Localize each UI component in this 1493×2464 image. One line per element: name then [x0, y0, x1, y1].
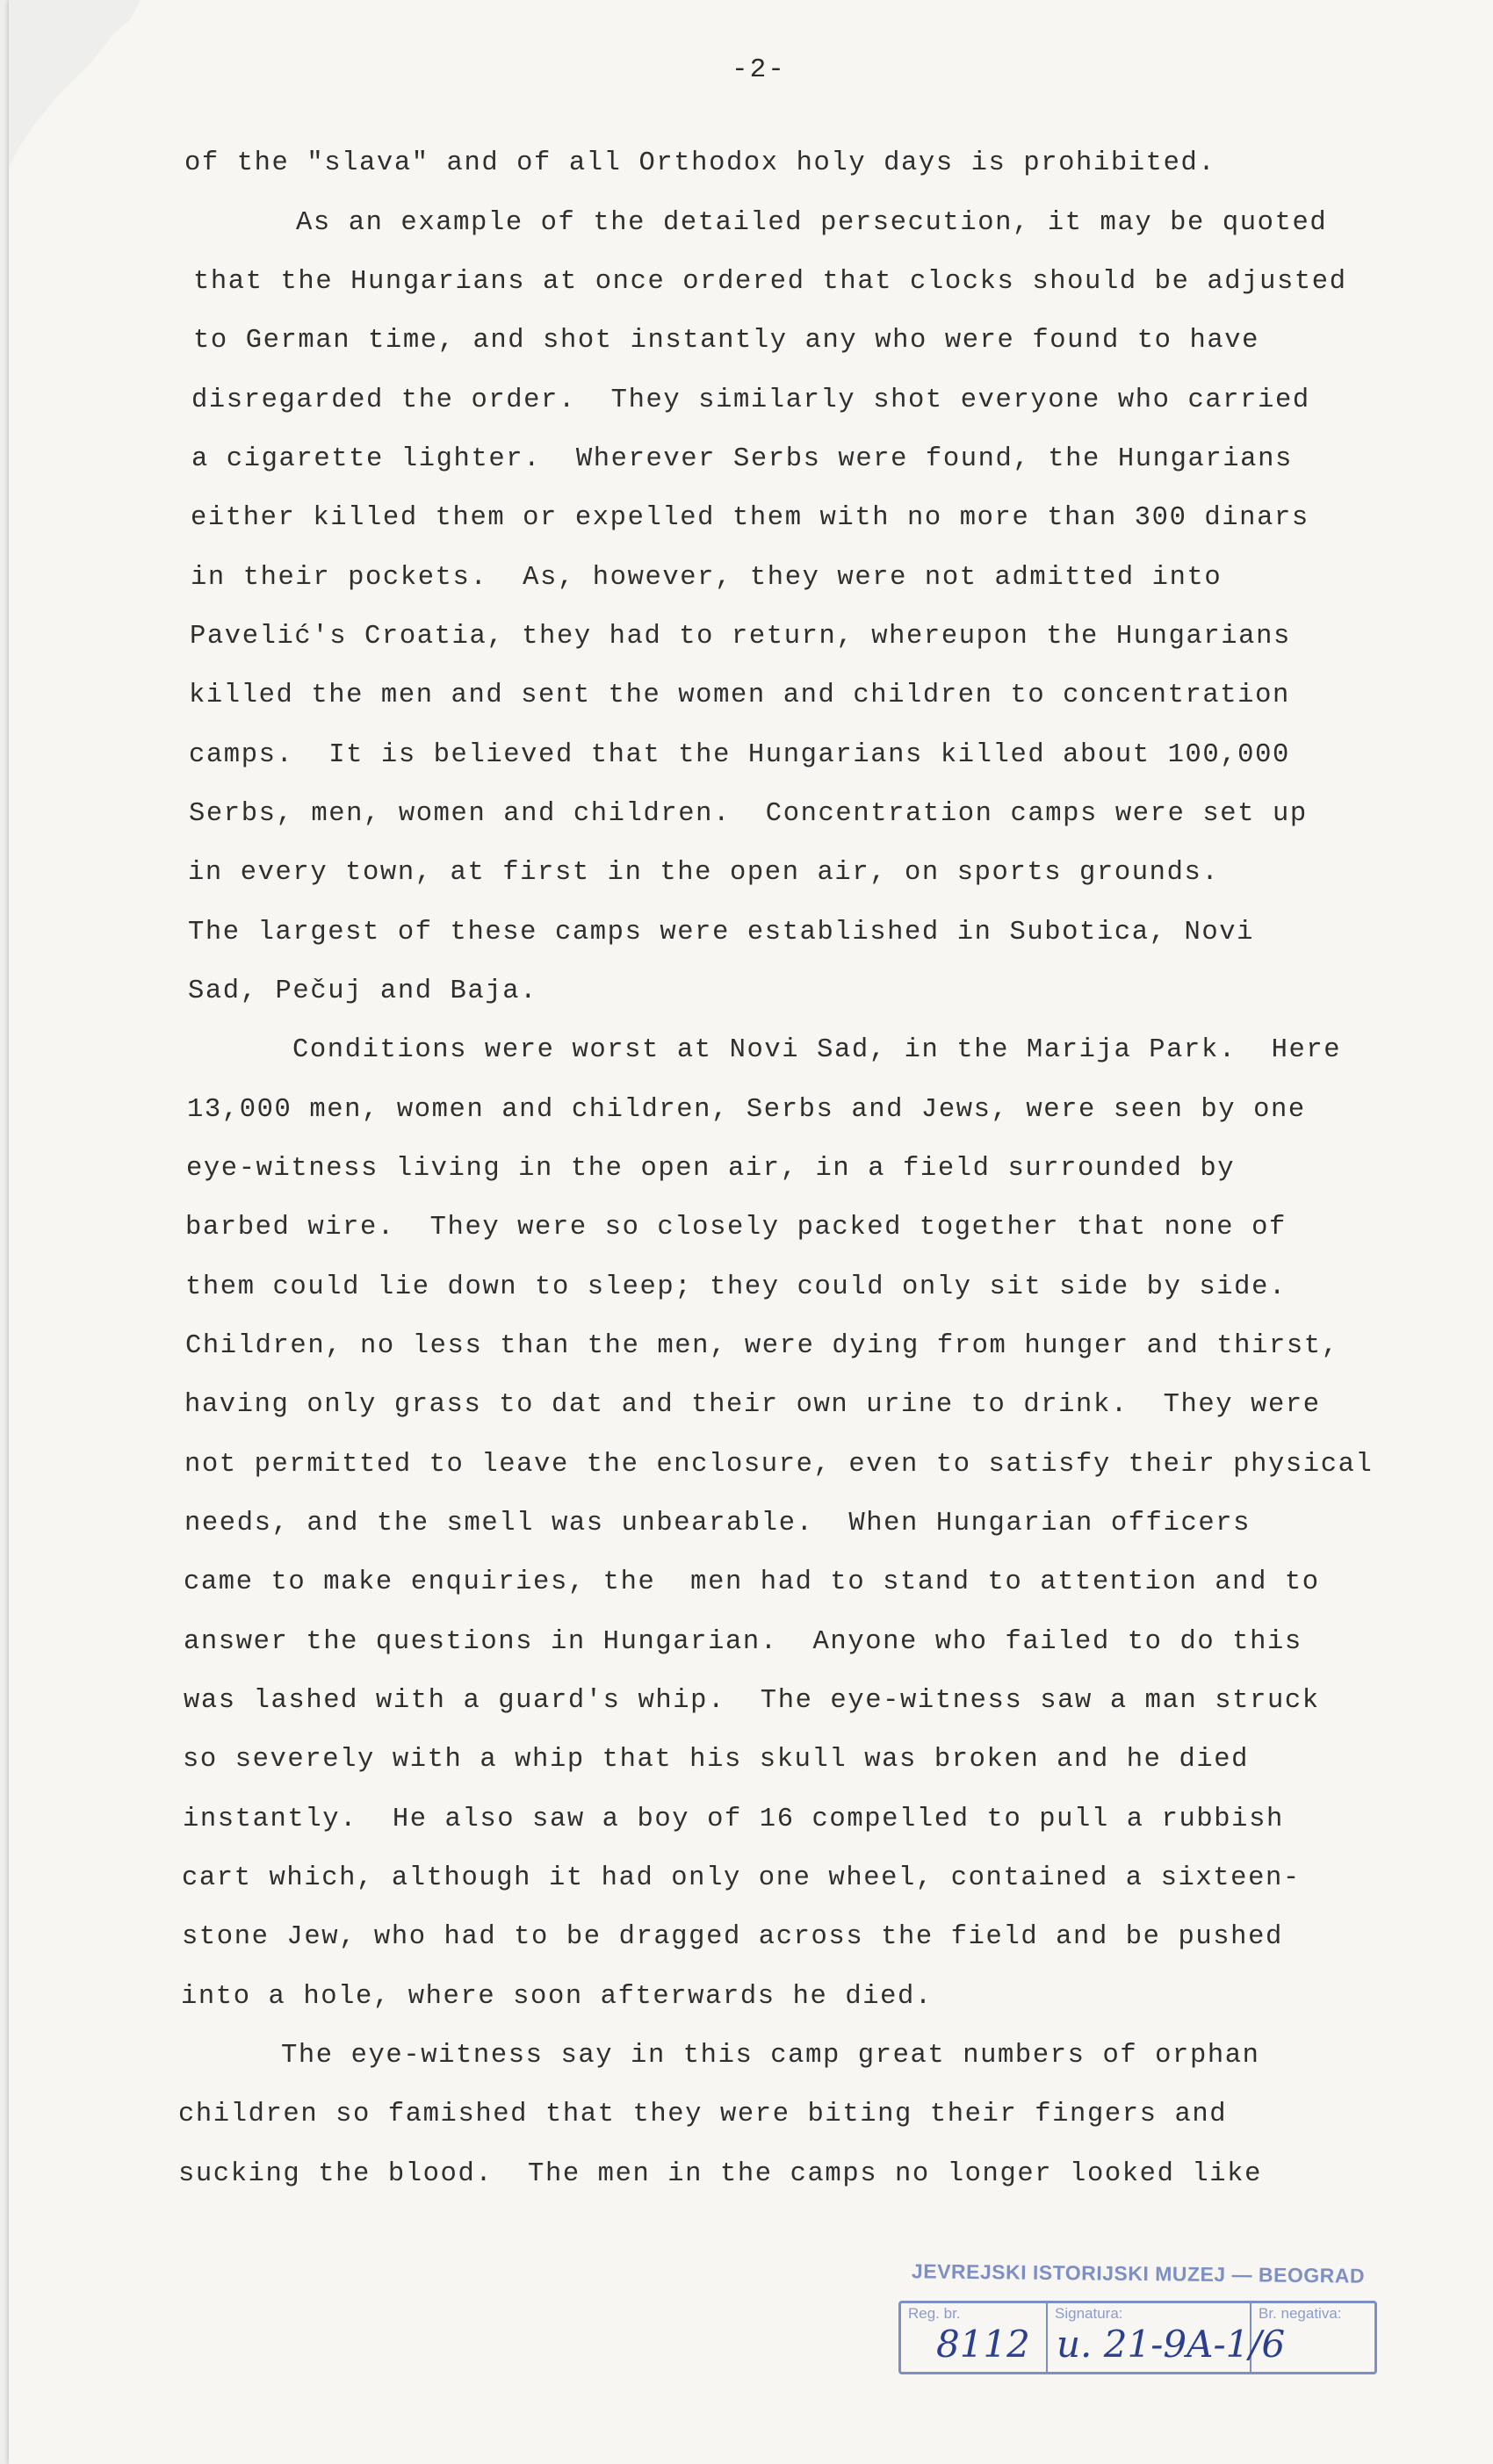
- text-line: The largest of these camps were established in Subotica, Novi: [188, 918, 1255, 947]
- text-line: so severely with a whip that his skull was broken and he died: [183, 1745, 1250, 1775]
- text-line: Serbs, men, women and children. Concentration camps were set up: [189, 799, 1308, 829]
- stamp-field-label: Br. negativa:: [1259, 2305, 1342, 2322]
- text-line: having only grass to dat and their own urine to drink. They were: [184, 1390, 1321, 1420]
- text-line: to German time, and shot instantly any who were found to have: [193, 326, 1260, 356]
- text-line: in every town, at first in the open air, on sports grounds.: [188, 858, 1220, 888]
- text-line: camps. It is believed that the Hungarians killed about 100,000: [189, 740, 1290, 770]
- text-line: Pavelić's Croatia, they had to return, whereupon the Hungarians: [190, 622, 1291, 652]
- text-line: that the Hungarians at once ordered that clocks should be adjusted: [193, 267, 1347, 297]
- stamp-field-negative: [1251, 2303, 1374, 2372]
- text-line: came to make enquiries, the men had to stand to attention and to: [184, 1567, 1320, 1597]
- text-line: not permitted to leave the enclosure, even to satisfy their physical: [184, 1450, 1374, 1480]
- text-line: sucking the blood. The men in the camps no longer looked like: [178, 2159, 1262, 2189]
- text-line: was lashed with a guard's whip. The eye-witness saw a man struck: [184, 1686, 1320, 1716]
- text-line: eye-witness living in the open air, in a field surrounded by: [186, 1154, 1236, 1184]
- text-line: into a hole, where soon afterwards he died.: [181, 1982, 933, 2012]
- text-line: in their pockets. As, however, they were not admitted into: [191, 563, 1223, 593]
- text-line: killed the men and sent the women and children to concentration: [189, 681, 1290, 710]
- text-line: needs, and the smell was unbearable. When Hungarian officers: [184, 1509, 1251, 1538]
- text-line: either killed them or expelled them with no more than 300 dinars: [191, 503, 1309, 533]
- text-line: The eye-witness say in this camp great numbers of orphan: [281, 2041, 1260, 2071]
- text-line: a cigarette lighter. Wherever Serbs were found, the Hungarians: [191, 444, 1293, 474]
- text-line: Children, no less than the men, were dying from hunger and thirst,: [185, 1331, 1339, 1361]
- text-line: children so famished that they were biting their fingers and: [178, 2100, 1228, 2129]
- text-line: them could lie down to sleep; they could only sit side by side.: [185, 1272, 1287, 1302]
- text-line: answer the questions in Hungarian. Anyone who failed to do this: [184, 1627, 1302, 1657]
- text-line: disregarded the order. They similarly shot everyone who carried: [191, 385, 1310, 415]
- text-line: instantly. He also saw a boy of 16 compelled to pull a rubbish: [183, 1805, 1284, 1834]
- stamp-field-label: Signatura:: [1055, 2305, 1123, 2322]
- text-line: barbed wire. They were so closely packed together that none of: [185, 1213, 1287, 1243]
- text-line: Conditions were worst at Novi Sad, in the Marija Park. Here: [292, 1035, 1342, 1065]
- document-page: [9, 0, 1493, 2464]
- stamp-field-registration: [901, 2303, 1048, 2372]
- stamp-fields: [898, 2301, 1377, 2374]
- text-line: As an example of the detailed persecution, it may be quoted: [296, 208, 1328, 238]
- torn-corner: [9, 0, 141, 167]
- text-line: 13,000 men, women and children, Serbs and Jews, were seen by one: [187, 1095, 1306, 1125]
- page-number: -2-: [732, 54, 786, 85]
- stamp-field-label: Reg. br.: [908, 2305, 961, 2322]
- stamp-field-value: u. 21-9A-1/6: [1057, 2323, 1286, 2366]
- stamp-field-value: 8112: [936, 2323, 1030, 2366]
- stamp-header: JEVREJSKI ISTORIJSKI MUZEJ — BEOGRAD: [911, 2259, 1366, 2287]
- text-line: of the "slava" and of all Orthodox holy days is prohibited.: [184, 148, 1216, 178]
- text-line: cart which, although it had only one wheel, contained a sixteen-: [182, 1863, 1301, 1893]
- stamp-field-signature: [1048, 2303, 1286, 2372]
- archive-stamp: [894, 2259, 1386, 2378]
- text-line: Sad, Pečuj and Baja.: [188, 976, 538, 1006]
- text-line: stone Jew, who had to be dragged across the field and be pushed: [182, 1922, 1283, 1952]
